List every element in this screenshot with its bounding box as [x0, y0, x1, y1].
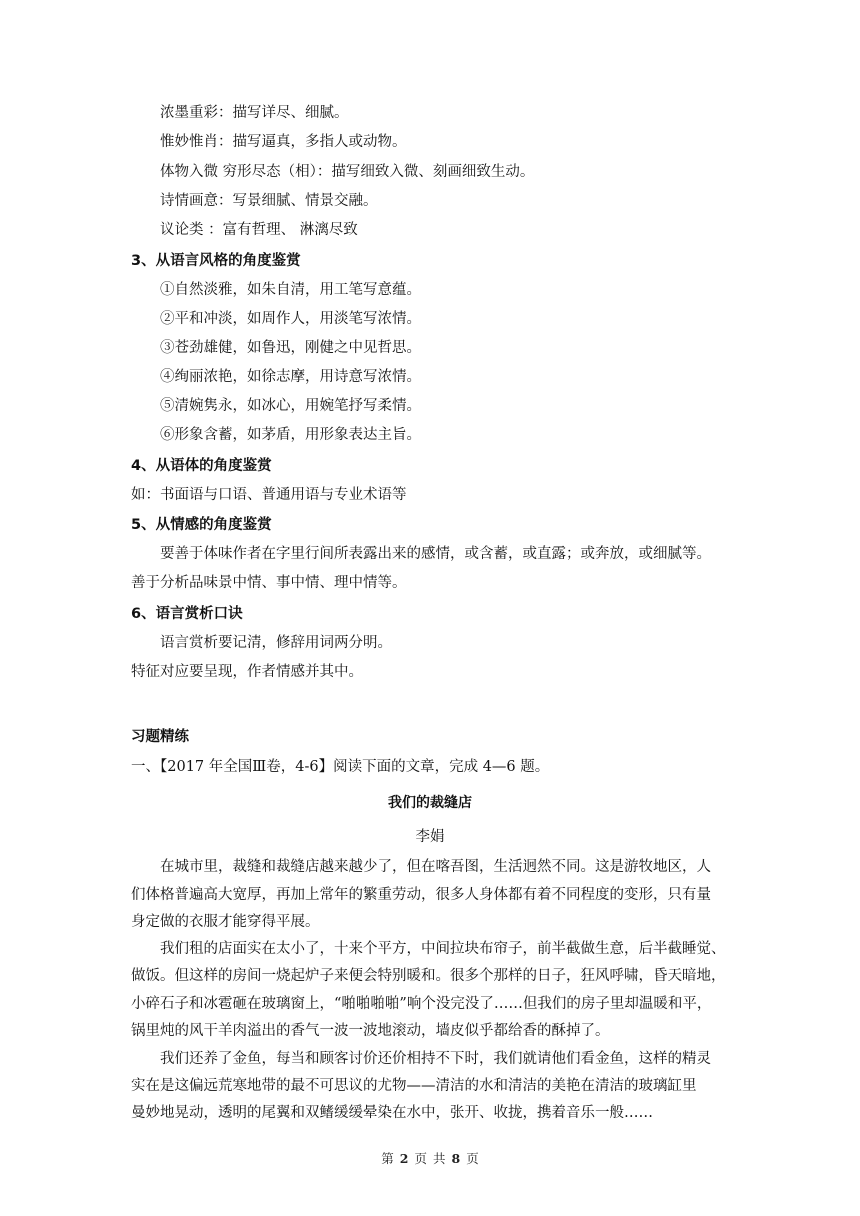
idiom-line-1: 浓墨重彩：描写详尽、细腻。 [160, 105, 349, 121]
footer-prefix: 第 [381, 1151, 394, 1166]
idiom-line-3: 体物入微 穷形尽态（相）：描写细致入微、刻画细致生动。 [160, 164, 535, 180]
article-title: 我们的裁缝店 [388, 795, 472, 811]
mnemonic-line-2: 特征对应要呈现，作者情感并其中。 [131, 664, 363, 680]
footer-mid-1: 页 [414, 1151, 427, 1166]
article-paragraph-2-line-3: 小碎石子和冰雹砸在玻璃窗上，“啪啪啪啪”响个没完没了……但我们的房子里却温暖和平， [131, 996, 712, 1012]
footer-mid-2: 共 [433, 1151, 446, 1166]
mnemonic-line-1: 语言赏析要记清，修辞用词两分明。 [160, 635, 392, 651]
style-item-3: ③苍劲雄健，如鲁迅，刚健之中见哲思。 [160, 340, 421, 356]
article-paragraph-3-line-2: 实在是这偏远荒寒地带的最不可思议的尤物——清洁的水和清洁的美艳在清洁的玻璃缸里 [131, 1078, 697, 1094]
footer-suffix: 页 [466, 1151, 479, 1166]
article-paragraph-3-line-3: 曼妙地晃动，透明的尾翼和双鳍缓缓晕染在水中，张开、收拢，携着音乐一般…… [131, 1105, 653, 1121]
style-item-1: ①自然淡雅，如朱自清，用工笔写意蕴。 [160, 282, 421, 298]
footer-total-pages: 8 [451, 1151, 461, 1166]
page-footer [0, 1149, 860, 1167]
style-item-6: ⑥形象含蓄，如茅盾，用形象表达主旨。 [160, 427, 421, 443]
section-heading-6: 6、语言赏析口诀 [131, 606, 243, 622]
exercise-title: 习题精练 [131, 729, 189, 745]
question-intro: 一、【2017 年全国Ⅲ卷，4-6】阅读下面的文章，完成 4—6 题。 [131, 759, 550, 775]
article-author: 李娟 [415, 829, 445, 845]
article-paragraph-3-line-1: 我们还养了金鱼，每当和顾客讨价还价相持不下时，我们就请他们看金鱼，这样的精灵 [160, 1051, 711, 1067]
idiom-line-2: 惟妙惟肖：描写逼真，多指人或动物。 [160, 134, 407, 150]
article-paragraph-1-line-3: 身定做的衣服才能穿得平展。 [131, 914, 320, 930]
emotion-paragraph-line-2: 善于分析品味景中情、事中情、理中情等。 [131, 575, 407, 591]
article-paragraph-2-line-2: 做饭。但这样的房间一烧起炉子来便会特别暖和。很多个那样的日子，狂风呼啸，昏天暗地， [131, 968, 726, 984]
idiom-line-5: 议论类 ：富有哲理、 淋漓尽致 [160, 222, 358, 238]
article-paragraph-2-line-1: 我们租的店面实在太小了，十来个平方，中间拉块布帘子，前半截做生意，后半截睡觉、 [160, 941, 726, 957]
emotion-paragraph-line-1: 要善于体味作者在字里行间所表露出来的感情，或含蓄，或直露；或奔放，或细腻等。 [160, 546, 711, 562]
article-paragraph-2-line-4: 锅里炖的风干羊肉溢出的香气一波一波地滚动，墙皮似乎都给香的酥掉了。 [131, 1023, 610, 1039]
section-heading-4: 4、从语体的角度鉴赏 [131, 458, 272, 474]
article-paragraph-1-line-2: 们体格普遍高大宽厚，再加上常年的繁重劳动，很多人身体都有着不同程度的变形，只有量 [131, 887, 711, 903]
idiom-line-4: 诗情画意：写景细腻、情景交融。 [160, 193, 378, 209]
section-heading-5: 5、从情感的角度鉴赏 [131, 517, 272, 533]
style-item-4: ④绚丽浓艳，如徐志摩，用诗意写浓情。 [160, 369, 421, 385]
footer-page-number: 2 [399, 1151, 409, 1166]
section-heading-3: 3、从语言风格的角度鉴赏 [131, 253, 301, 269]
style-item-2: ②平和冲淡，如周作人，用淡笔写浓情。 [160, 311, 421, 327]
article-paragraph-1-line-1: 在城市里，裁缝和裁缝店越来越少了，但在喀吾图，生活迥然不同。这是游牧地区，人 [160, 859, 711, 875]
register-paragraph: 如：书面语与口语、普通用语与专业术语等 [131, 487, 407, 503]
style-item-5: ⑤清婉隽永，如冰心，用婉笔抒写柔情。 [160, 398, 421, 414]
